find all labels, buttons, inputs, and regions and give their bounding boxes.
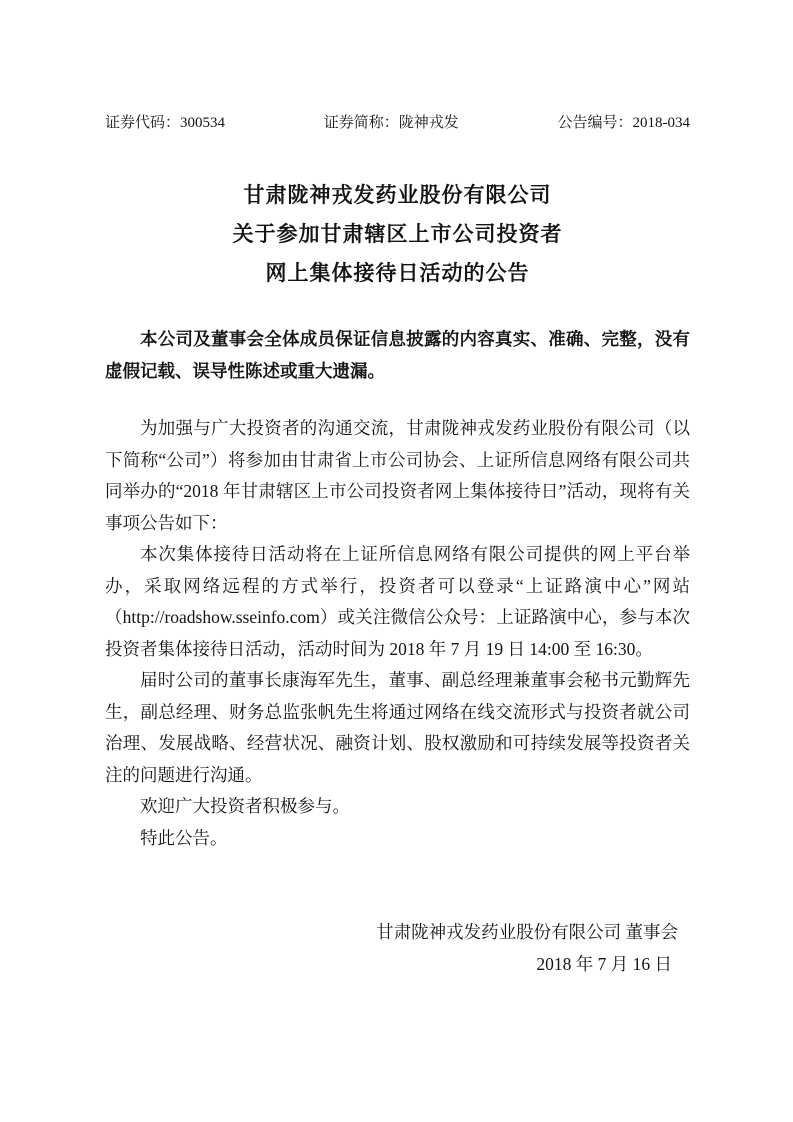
announcement-number: 公告编号：2018-034 [557, 115, 690, 131]
paragraph-intro: 为加强与广大投资者的沟通交流，甘肃陇神戎发药业股份有限公司（以下简称“公司”）将参加由甘肃省上市公司协会、上证所信息网络有限公司共同举办的“2018 年甘肃辖区上市公司投资者网上集体接待日”活动，现将有关事项公告如下： [105, 418, 690, 533]
signature-date: 2018 年 7 月 16 日 [536, 954, 672, 974]
disclosure-statement: 本公司及董事会全体成员保证信息披露的内容真实、准确、完整，没有虚假记载、误导性陈述或重大遗漏。 [105, 329, 690, 381]
paragraph-event-details: 本次集体接待日活动将在上证所信息网络有限公司提供的网上平台举办，采取网络远程的方式举行，投资者可以登录“上证路演中心”网站（http://roadshow.sseinfo.com）或关注微信公众号：上证路演中心，参与本次投资者集体接待日活动，活动时间为 2018 年 7 月 19 日 14:00 至 16:30。 [105, 544, 690, 659]
document-body [105, 413, 690, 854]
closing-welcome-line: 欢迎广大投资者积极参与。 [140, 796, 350, 816]
stock-name: 证券简称：陇神戎发 [323, 115, 459, 131]
paragraph-participants: 届时公司的董事长康海军先生，董事、副总经理兼董事会秘书元勤辉先生，副总经理、财务总监张帆先生将通过网络在线交流形式与投资者就公司治理、发展战略、经营状况、融资计划、股权激励和可持续发展等投资者关注的问题进行沟通。 [105, 670, 690, 785]
signature-company: 甘肃陇神戎发药业股份有限公司 董事会 [376, 922, 678, 942]
document-title [105, 176, 690, 293]
title-line-company: 甘肃陇神戎发药业股份有限公司 [243, 183, 552, 207]
closing-notice-line: 特此公告。 [140, 827, 228, 848]
title-line-subject: 关于参加甘肃辖区上市公司投资者 [232, 222, 563, 246]
signature-block [105, 916, 690, 980]
title-line-subject2: 网上集体接待日活动的公告 [265, 261, 530, 285]
document-header [105, 113, 690, 133]
stock-code: 证券代码：300534 [105, 115, 226, 131]
